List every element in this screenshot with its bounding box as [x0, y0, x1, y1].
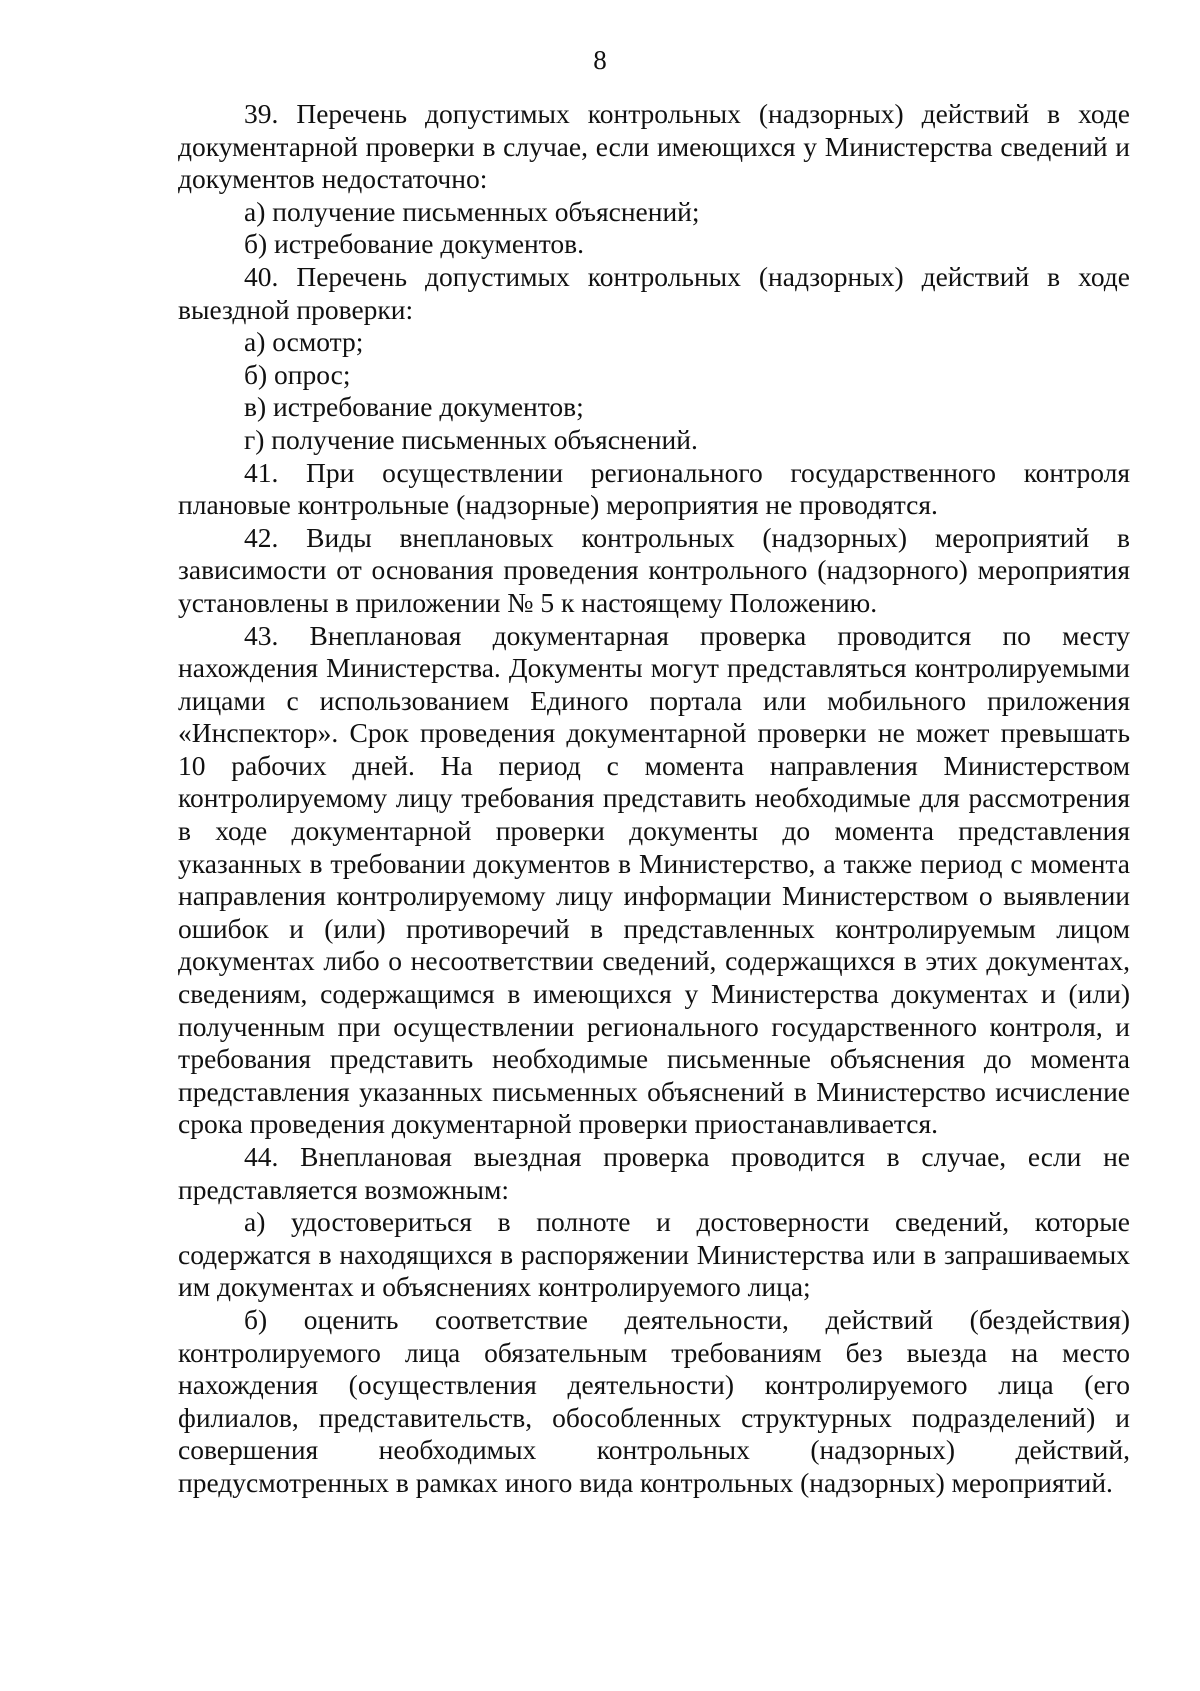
list-item-40-c: в) истребование документов;: [244, 391, 584, 423]
page-number: 8: [593, 45, 607, 75]
paragraph-44: 44. Внеплановая выездная проверка проводится в случае, если не представляется возможным:: [178, 1141, 1130, 1205]
list-item-44-a: а) удостовериться в полноте и достоверности сведений, которые содержатся в находящихся в распоряжении Министерства или в запрашиваемых им документах и объяснениях контролируемого лица;: [178, 1206, 1130, 1303]
list-item-39-a: а) получение письменных объяснений;: [244, 195, 700, 227]
list-item-39-b: б) истребование документов.: [244, 228, 585, 260]
list-item-40-a: а) осмотр;: [244, 326, 364, 358]
paragraph-40: 40. Перечень допустимых контрольных (надзорных) действий в ходе выездной проверки:: [178, 260, 1130, 325]
document-body: [178, 98, 1130, 1500]
list-item-40-b: б) опрос;: [244, 358, 351, 390]
list-item-44-b: б) оценить соответствие деятельности, действий (бездействия) контролируемого лица обязательным требованиям без выезда на место нахождения (осуществления деятельности) контролируемого лица (его филиалов, представительств, обособленных структурных подразделений) и совершения необходимых контрольных (надзорных) действий, предусмотренных в рамках иного вида контрольных (надзорных) мероприятий.: [178, 1303, 1130, 1498]
list-item-40-d: г) получение письменных объяснений.: [244, 423, 698, 455]
paragraph-42: 42. Виды внеплановых контрольных (надзорных) мероприятий в зависимости от основания проведения контрольного (надзорного) мероприятия установлены в приложении № 5 к настоящему Положению.: [178, 521, 1130, 618]
paragraph-43: 43. Внеплановая документарная проверка проводится по месту нахождения Министерства. Документы могут представляться контролируемыми лицами с использованием Единого портала или мобильного приложения «Инспектор». Срок проведения документарной проверки не может превышать 10 рабочих дней. На период с момента направления Министерством контролируемому лицу требования представить необходимые для рассмотрения в ходе документарной проверки документы до момента представления указанных в требовании документов в Министерство, а также период с момента направления контролируемому лицу информации Министерством о выявлении ошибок и (или) противоречий в представленных контролируемым лицом документах либо о несоответствии сведений, содержащихся в этих документах, сведениям, содержащимся в имеющихся у Министерства документах и (или) полученным при осуществлении регионального государственного контроля, и требования представить необходимые письменные объяснения до момента представления указанных письменных объяснений в Министерство исчисление срока проведения документарной проверки приостанавливается.: [178, 619, 1130, 1140]
paragraph-39: 39. Перечень допустимых контрольных (надзорных) действий в ходе документарной проверки в случае, если имеющихся у Министерства сведений и документов недостаточно:: [178, 98, 1130, 195]
paragraph-41: 41. При осуществлении регионального государственного контроля плановые контрольные (надзорные) мероприятия не проводятся.: [178, 456, 1130, 521]
